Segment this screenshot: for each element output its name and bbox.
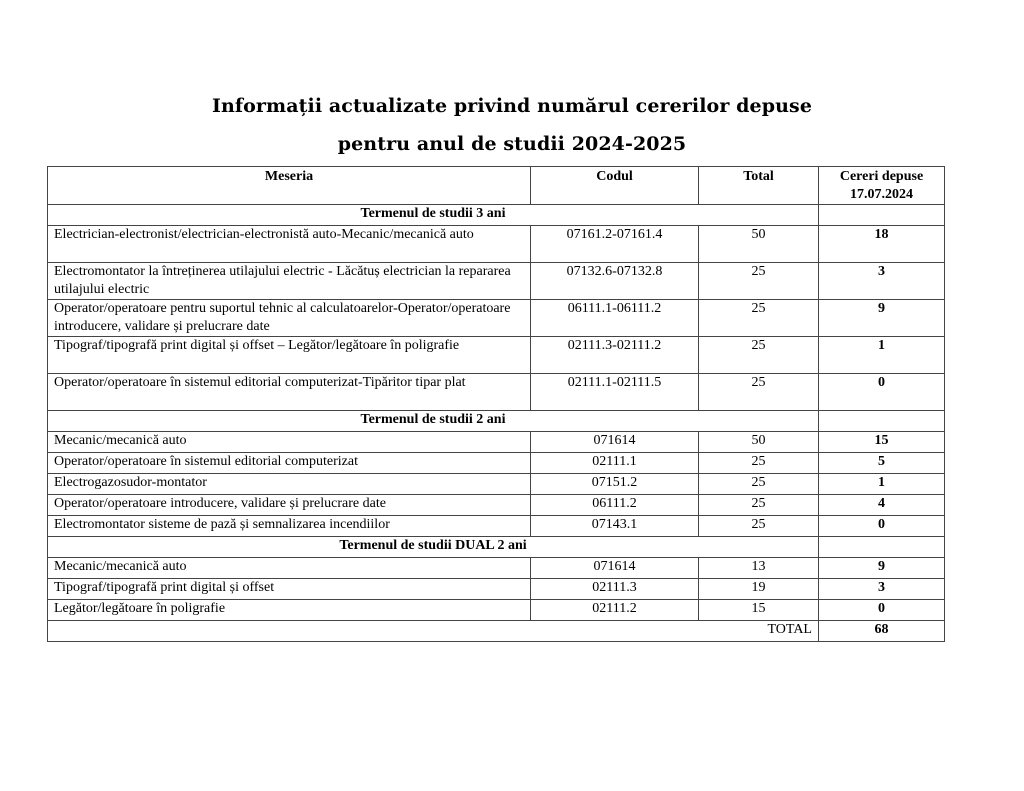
- section-empty-cell: [819, 537, 945, 558]
- table-row: [48, 226, 945, 263]
- section-label: Termenul de studii 2 ani: [48, 411, 819, 432]
- cell-meseria: Operator/operatoare pentru suportul tehnic al calculatoarelor-Operator/operatoare introducere, validare și prelucrare date: [48, 300, 531, 337]
- cell-meseria: Operator/operatoare în sistemul editorial computerizat-Tipăritor tipar plat: [48, 374, 531, 411]
- cell-cereri: 5: [819, 453, 945, 474]
- table-row: [48, 600, 945, 621]
- cell-codul: 02111.1: [531, 453, 699, 474]
- table-row: [48, 300, 945, 337]
- cell-cereri: 15: [819, 432, 945, 453]
- applications-table: [47, 166, 945, 642]
- cell-meseria: Electromontator la întreținerea utilajului electric - Lăcătuș electrician la repararea utilajului electric: [48, 263, 531, 300]
- cell-total: 25: [699, 516, 819, 537]
- cell-total: 50: [699, 432, 819, 453]
- cell-codul: 06111.1-06111.2: [531, 300, 699, 337]
- cell-codul: 02111.1-02111.5: [531, 374, 699, 411]
- section-empty-cell: [819, 205, 945, 226]
- table-row: [48, 453, 945, 474]
- cell-total: 13: [699, 558, 819, 579]
- cell-cereri: 1: [819, 474, 945, 495]
- page-title: Informații actualizate privind numărul cererilor depuse: [211, 95, 813, 117]
- cell-cereri: 3: [819, 579, 945, 600]
- table-row: [48, 474, 945, 495]
- total-row: [48, 621, 945, 642]
- cell-meseria: Operator/operatoare introducere, validare și prelucrare date: [48, 495, 531, 516]
- cell-meseria: Tipograf/tipografă print digital și offset – Legător/legătoare în poligrafie: [48, 337, 531, 374]
- cell-meseria: Legător/legătoare în poligrafie: [48, 600, 531, 621]
- cell-codul: 07132.6-07132.8: [531, 263, 699, 300]
- cell-meseria: Electrogazosudor-montator: [48, 474, 531, 495]
- cell-codul: 02111.3-02111.2: [531, 337, 699, 374]
- cell-meseria: Mecanic/mecanică auto: [48, 432, 531, 453]
- section-row: [48, 537, 945, 558]
- cell-total: 25: [699, 263, 819, 300]
- cell-total: 25: [699, 374, 819, 411]
- table-row: [48, 579, 945, 600]
- table-row: [48, 432, 945, 453]
- section-row: [48, 205, 945, 226]
- cell-meseria: Electromontator sisteme de pază și semnalizarea incendiilor: [48, 516, 531, 537]
- cell-cereri: 1: [819, 337, 945, 374]
- cell-cereri: 9: [819, 300, 945, 337]
- section-row: [48, 411, 945, 432]
- cell-codul: 07161.2-07161.4: [531, 226, 699, 263]
- cell-codul: 07143.1: [531, 516, 699, 537]
- table-row: [48, 516, 945, 537]
- cell-total: 25: [699, 300, 819, 337]
- cell-meseria: Mecanic/mecanică auto: [48, 558, 531, 579]
- cell-cereri: 0: [819, 600, 945, 621]
- cell-total: 25: [699, 474, 819, 495]
- cell-codul: 071614: [531, 432, 699, 453]
- table-row: [48, 337, 945, 374]
- cell-codul: 02111.2: [531, 600, 699, 621]
- cell-cereri: 0: [819, 516, 945, 537]
- cell-codul: 06111.2: [531, 495, 699, 516]
- table-row: [48, 558, 945, 579]
- table-header-row: [48, 167, 945, 205]
- cell-meseria: Electrician-electronist/electrician-electronistă auto-Mecanic/mecanică auto: [48, 226, 531, 263]
- column-header-cereri: Cereri depuse 17.07.2024: [819, 167, 945, 205]
- column-header-total: Total: [699, 167, 819, 205]
- cell-meseria: Operator/operatoare în sistemul editorial computerizat: [48, 453, 531, 474]
- column-header-codul: Codul: [531, 167, 699, 205]
- cell-meseria: Tipograf/tipografă print digital și offset: [48, 579, 531, 600]
- cell-total: 50: [699, 226, 819, 263]
- cell-total: 19: [699, 579, 819, 600]
- cell-total: 25: [699, 337, 819, 374]
- section-empty-cell: [819, 411, 945, 432]
- cell-codul: 071614: [531, 558, 699, 579]
- cell-total: 25: [699, 495, 819, 516]
- table-row: [48, 263, 945, 300]
- section-label: Termenul de studii DUAL 2 ani: [48, 537, 819, 558]
- table-row: [48, 495, 945, 516]
- cell-cereri: 3: [819, 263, 945, 300]
- cell-codul: 07151.2: [531, 474, 699, 495]
- cell-codul: 02111.3: [531, 579, 699, 600]
- table-row: [48, 374, 945, 411]
- cell-cereri: 0: [819, 374, 945, 411]
- cell-total: 15: [699, 600, 819, 621]
- cell-cereri: 4: [819, 495, 945, 516]
- page-subtitle: pentru anul de studii 2024-2025: [337, 133, 687, 155]
- total-label: TOTAL: [48, 621, 819, 642]
- column-header-meseria: Meseria: [48, 167, 531, 205]
- total-value: 68: [819, 621, 945, 642]
- cell-cereri: 9: [819, 558, 945, 579]
- cell-total: 25: [699, 453, 819, 474]
- cell-cereri: 18: [819, 226, 945, 263]
- section-label: Termenul de studii 3 ani: [48, 205, 819, 226]
